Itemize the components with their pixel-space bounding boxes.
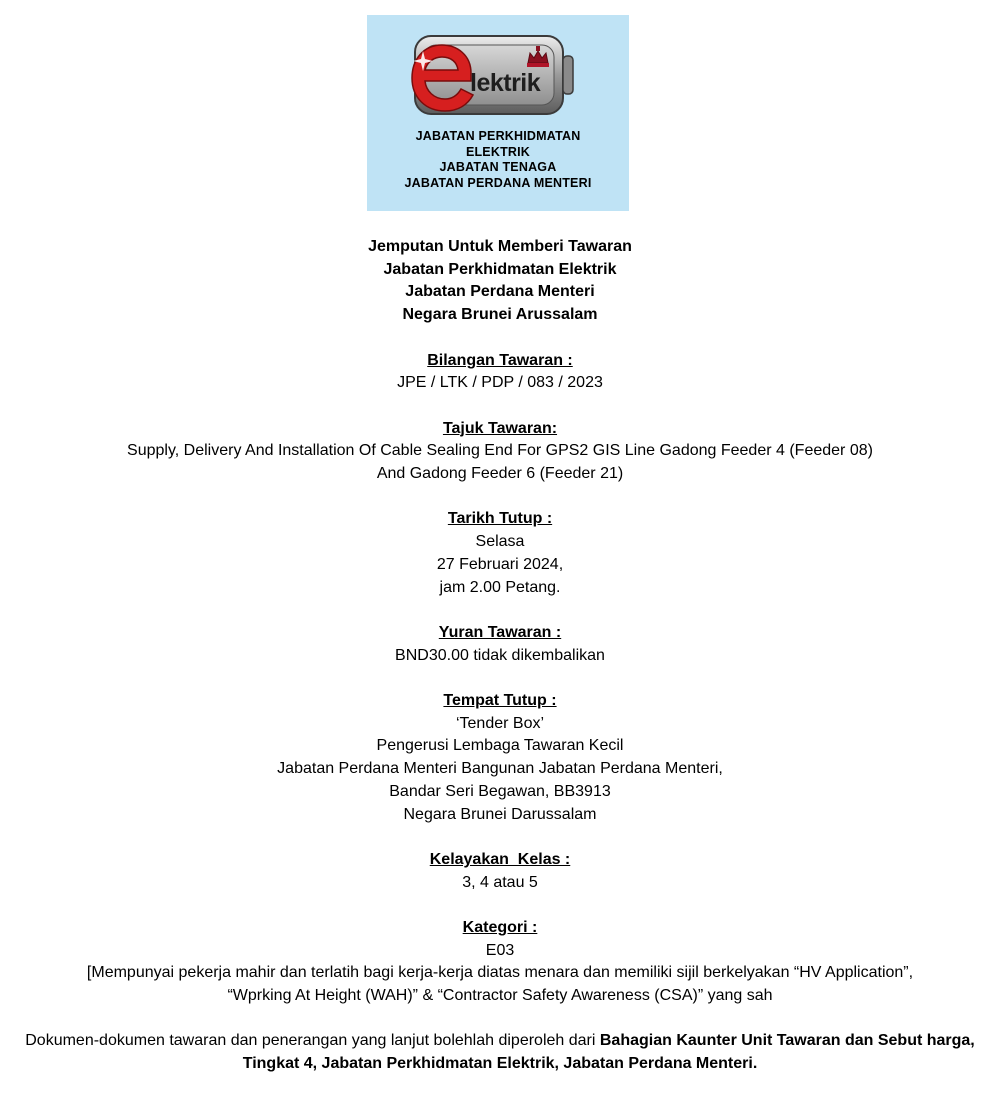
- tender-title-line: Supply, Delivery And Installation Of Cable Sealing End For GPS2 GIS Line Gadong Feeder 4 (Feeder 08): [127, 442, 873, 460]
- closing-day: Selasa: [475, 533, 525, 551]
- section-label-tarikh: Tarikh Tutup :: [447, 510, 553, 528]
- closing-place-line: Negara Brunei Darussalam: [403, 805, 597, 823]
- logo-line: JABATAN PERDANA MENTERI: [404, 175, 592, 190]
- closing-place-line: Bandar Seri Begawan, BB3913: [389, 782, 611, 800]
- tender-fee: BND30.00 tidak dikembalikan: [395, 646, 605, 664]
- category-code: E03: [485, 941, 515, 959]
- header-line: Jabatan Perdana Menteri: [405, 283, 595, 301]
- section-label-bilangan: Bilangan Tawaran :: [427, 351, 573, 369]
- section-label-tempat: Tempat Tutup :: [443, 691, 557, 709]
- closing-place-line: ‘Tender Box’: [455, 714, 545, 732]
- section-label-kategori: Kategori :: [462, 918, 538, 936]
- header-line: Jemputan Untuk Memberi Tawaran: [368, 238, 632, 255]
- logo-department-text: [367, 129, 629, 191]
- footer-note: [0, 1030, 1000, 1075]
- category-requirement-line: [Mempunyai pekerja mahir dan terlatih bagi kerja-kerja diatas menara dan memiliki sijil berkelyakan “HV Application”,: [86, 964, 914, 982]
- section-label-kelayakan: Kelayakan Kelas :: [429, 850, 571, 868]
- section-label-yuran: Yuran Tawaran :: [438, 623, 562, 641]
- logo-line: JABATAN TENAGA: [439, 160, 557, 174]
- header-line: Jabatan Perkhidmatan Elektrik: [383, 260, 617, 278]
- header-line: Negara Brunei Arussalam: [402, 306, 598, 324]
- closing-date: 27 Februari 2024,: [436, 555, 564, 573]
- closing-place-line: Pengerusi Lembaga Tawaran Kecil: [376, 737, 624, 755]
- logo: [367, 15, 629, 211]
- logo-wordmark: lektrik: [470, 69, 541, 97]
- closing-place-line: Jabatan Perdana Menteri Bangunan Jabatan Perdana Menteri,: [277, 760, 723, 778]
- logo-line: JABATAN PERKHIDMATAN: [415, 129, 581, 143]
- logo-line: ELEKTRIK: [465, 144, 531, 159]
- section-label-tajuk: Tajuk Tawaran:: [442, 419, 558, 437]
- eligibility-class: 3, 4 atau 5: [462, 873, 538, 891]
- tender-number: JPE / LTK / PDP / 083 / 2023: [397, 374, 603, 392]
- closing-time: jam 2.00 Petang.: [439, 578, 561, 596]
- footer-bold-text: Bahagian Kaunter Unit Tawaran dan Sebut harga, Tingkat 4, Jabatan Perkhidmatan Elektrik, Jabatan Perdana Menteri.: [242, 1032, 975, 1073]
- category-requirement-line: “Wprking At Height (WAH)” & “Contractor Safety Awareness (CSA)” yang sah: [227, 987, 773, 1005]
- footer-text: Dokumen-dokumen tawaran dan penerangan yang lanjut bolehlah diperoleh dari: [25, 1032, 600, 1050]
- tender-title-line: And Gadong Feeder 6 (Feeder 21): [376, 465, 624, 482]
- tender-notice: [0, 236, 1000, 1076]
